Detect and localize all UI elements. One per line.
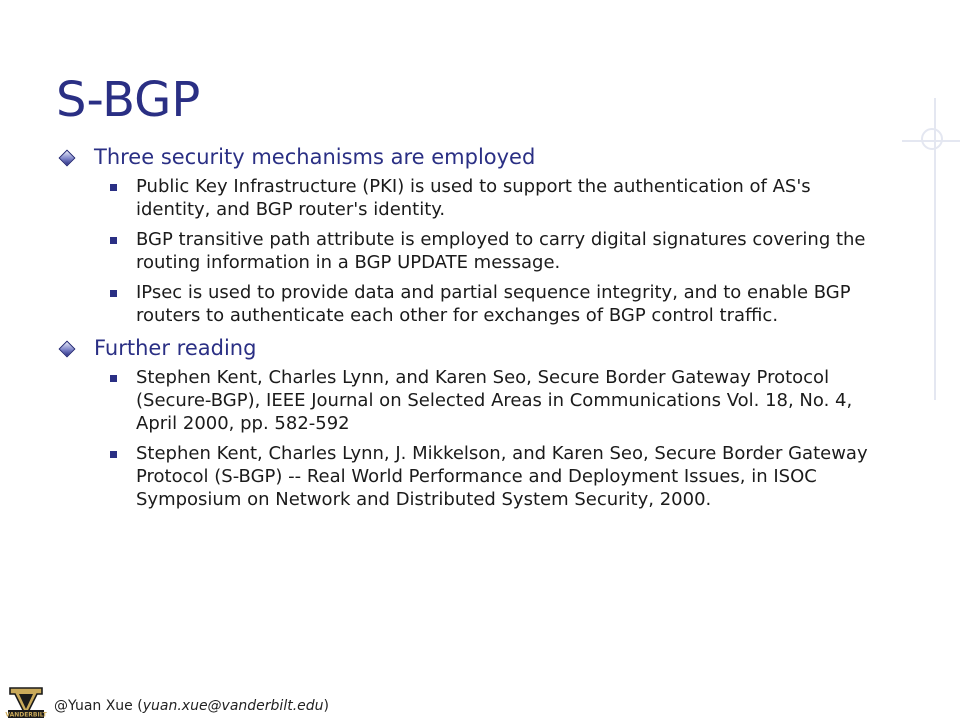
section-heading-further-reading [58, 335, 888, 362]
list-item [58, 228, 888, 274]
list-item-text: Public Key Infrastructure (PKI) is used to support the authentication of AS's identity, and BGP router's identity. [136, 176, 811, 220]
slide-title: S-BGP [56, 72, 201, 128]
vanderbilt-logo-icon [5, 684, 47, 720]
list-item [58, 366, 888, 435]
diamond-bullet-icon [59, 341, 76, 358]
list-item [58, 175, 888, 221]
list-item-text: Stephen Kent, Charles Lynn, and Karen Seo, Secure Border Gateway Protocol (Secure-BGP), IEEE Journal on Selected Areas in Communications Vol. 18, No. 4, April 2000, pp. 582-592 [136, 367, 853, 434]
diamond-bullet-icon [59, 150, 76, 167]
footer-author: @Yuan Xue ( [54, 698, 143, 714]
decorative-circle [921, 128, 943, 150]
list-item-text: IPsec is used to provide data and partial sequence integrity, and to enable BGP routers to authenticate each other for exchanges of BGP control traffic. [136, 282, 851, 326]
list-item [58, 442, 888, 511]
mechanisms-list [58, 175, 888, 327]
square-bullet-icon [110, 451, 117, 458]
list-item-text: BGP transitive path attribute is employed to carry digital signatures covering the routing information in a BGP UPDATE message. [136, 229, 866, 273]
footer-credit [54, 697, 329, 715]
square-bullet-icon [110, 184, 117, 191]
square-bullet-icon [110, 237, 117, 244]
square-bullet-icon [110, 290, 117, 297]
footer-email-link[interactable]: yuan.xue@vanderbilt.edu [142, 698, 324, 714]
list-item [58, 281, 888, 327]
section-heading-text: Three security mechanisms are employed [94, 145, 536, 169]
square-bullet-icon [110, 375, 117, 382]
section-heading-mechanisms [58, 144, 888, 171]
logo-text: VANDERBILT [5, 711, 47, 719]
list-item-text: Stephen Kent, Charles Lynn, J. Mikkelson, and Karen Seo, Secure Border Gateway Protocol (S-BGP) -- Real World Performance and Deployment Issues, in ISOC Symposium on Network and Distributed System Security, 2000. [136, 443, 868, 510]
footer-close-paren: ) [323, 698, 329, 714]
reading-list [58, 366, 888, 511]
section-heading-text: Further reading [94, 336, 257, 360]
slide-body [58, 144, 888, 519]
